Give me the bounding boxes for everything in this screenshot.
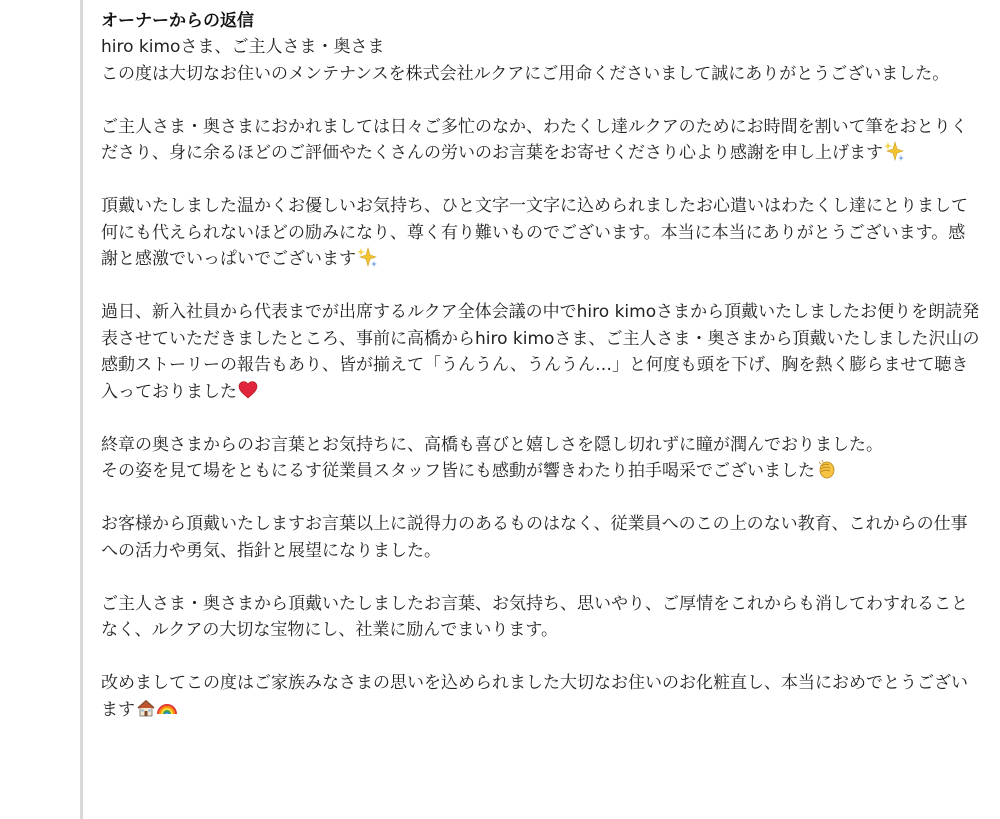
- reply-title: オーナーからの返信: [101, 11, 254, 31]
- reply-paragraph-3-text: 頂戴いたしました温かくお優しいお気持ち、ひと文字一文字に込められましたお心遣いはわたくし達にとりまして何にも代えられないほどの励みになり、尊く有り難いものでございます。本当に本当にありがとうございます。感謝と感激でいっぱいでございます: [101, 196, 968, 269]
- reply-paragraph-4-text: 過日、新入社員から代表までが出席するルクア全体会議の中でhiro kimoさまから頂戴いたしましたお便りを朗読発表させていただきましたところ、事前に高橋からhiro kimoさま、ご主人さま・奥さまから頂戴いたしました沢山の感動ストーリーの報告もあり、皆が揃えて「うんうん、うんうん…」と何度も頭を下げ、胸を熱く膨らませて聴き入っておりました: [101, 302, 980, 402]
- reply-paragraph-6: お客様から頂戴いたしますお言葉以上に説得力のあるものはなく、従業員へのこの上のない教育、これからの仕事への活力や勇気、指針と展望になりました。: [101, 514, 968, 561]
- paragraph-gap: [101, 167, 980, 194]
- paragraph-gap: [101, 564, 980, 591]
- paragraph-gap: [101, 485, 980, 512]
- rainbow-icon: [157, 698, 177, 718]
- red-heart-icon: [238, 380, 258, 400]
- paragraph-gap: [101, 405, 980, 432]
- reply-paragraph-5a: 終章の奥さまからのお言葉とお気持ちに、高橋も喜びと嬉しさを隠し切れずに瞳が潤んでおりました。: [101, 434, 883, 455]
- reply-paragraph-8-text: 改めましてこの度はご家族みなさまの思いを込められました大切なお住いのお化粧直し、本当におめでとうございます: [101, 673, 968, 720]
- sparkles-icon: [884, 141, 904, 161]
- paragraph-gap: [101, 273, 980, 300]
- house-icon: [136, 698, 156, 718]
- reply-paragraph-4: [101, 299, 980, 405]
- paragraph-gap: [101, 87, 980, 114]
- sparkles-icon: [357, 247, 377, 267]
- reply-paragraph-8: [101, 670, 980, 723]
- reply-greeting: hiro kimoさま、ご主人さま・奥さま: [101, 37, 385, 57]
- clapping-hands-icon: [816, 459, 836, 479]
- paragraph-gap: [101, 644, 980, 671]
- reply-paragraph-2: [101, 114, 980, 167]
- reply-paragraph-1: この度は大切なお住いのメンテナンスを株式会社ルクアにご用命くださいまして誠にありがとうございました。: [101, 63, 950, 84]
- owner-reply-block: [80, 0, 980, 819]
- reply-paragraph-2-text: ご主人さま・奥さまにおかれましては日々ご多忙のなか、わたくし達ルクアのためにお時間を割いて筆をおとりくださり、身に余るほどのご評価やたくさんの労いのお言葉をお寄せくださり心より感謝を申し上げます: [101, 116, 968, 163]
- reply-paragraph-3: [101, 193, 980, 273]
- reply-paragraph-7: ご主人さま・奥さまから頂戴いたしましたお言葉、お気持ち、思いやり、ご厚情をこれからも消してわすれることなく、ルクアの大切な宝物にし、社業に励んでまいります。: [101, 593, 968, 640]
- reply-paragraph-5b: [101, 458, 980, 485]
- reply-paragraph-5b-text: その姿を見て場をともにるす従業員スタッフ皆にも感動が響きわたり拍手喝采でございました: [101, 461, 815, 481]
